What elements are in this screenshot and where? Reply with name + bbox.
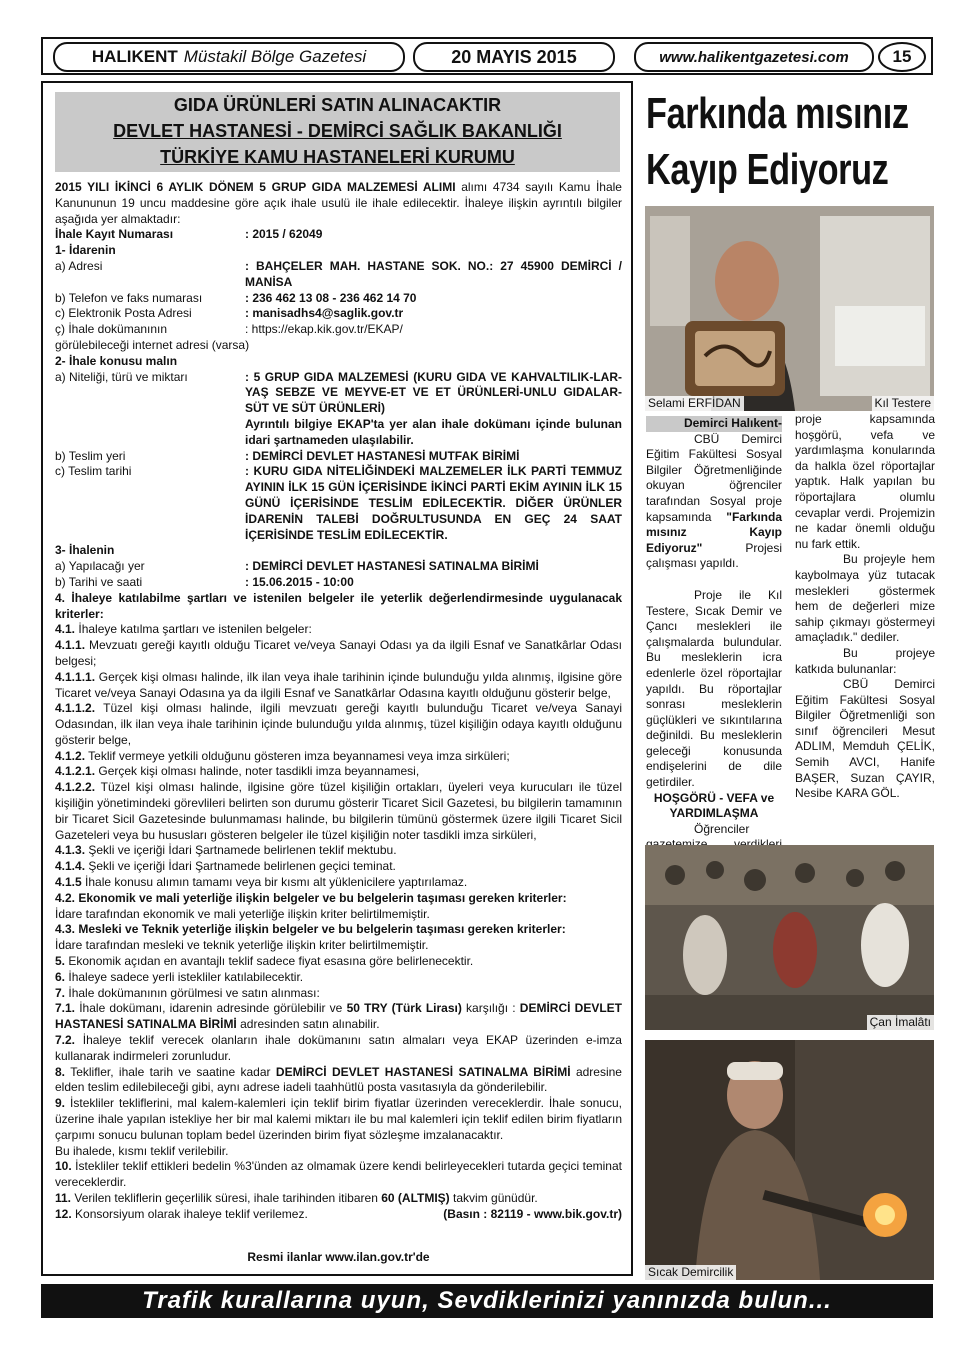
brand-subtitle: Müstakil Bölge Gazetesi (183, 47, 367, 66)
article-paragraph (646, 432, 782, 572)
row-value: : KURU GIDA NİTELİĞİNDEKİ MALZEMELER İLK PARTİ TEMMUZ AYININ İLK 15 GÜN İÇERİSİNDE İKİNCİ PARTİ EKİM AYININ İLK 15 GÜNÜ İÇERİSİNDE TESLİM EDİLECEKTİR. DİĞER ÜRÜNLER İDARENİN TALEBİ DOĞRULTUSUNDA EN GEÇ 24 SAAT İÇERİSİNDE TESLİM EDİLECEKTİR. (245, 464, 622, 542)
clause-number: 4.1. (55, 622, 76, 637)
row-key: İhale Kayıt Numarası (55, 227, 174, 242)
clause (55, 1065, 622, 1097)
clause-text: İstekliler tekliflerini, mal kalem-kalemleri için teklif birim fiyatlar üzerinden vereceklerdir. İhale sonucu, üzerine ihale yapılan istekliye her bir mal kalemi miktarı ile bu mal kalemleri için teklif edilen birim fiyatların çarpımı sonucu bulunan toplam bedel üzerinden birim fiyat sözleşme imzalanacaktır. (55, 1096, 622, 1142)
row-key: a) Yapılacağı yer (55, 559, 145, 574)
clause-text: adresine elden teslim edilebileceği gibi, aynı adrese iadeli taahhütlü posta vasıtasıyla da gönderilebilir. (55, 1064, 622, 1095)
clause-number: 7.2. (55, 1033, 76, 1048)
photo-craftsman-saw (645, 206, 934, 411)
row-value: : DEMİRCİ DEVLET HASTANESİ MUTFAK BİRİMİ (245, 448, 520, 463)
clause-number: 4.1.2. (55, 748, 86, 763)
clause (55, 1191, 622, 1207)
article-column-1 (646, 416, 782, 869)
clause-text: Bu ihalede, kısmı teklif verilebilir. (55, 1143, 229, 1158)
tender-time-row (55, 575, 622, 591)
clause-number: 4.1.1. (55, 638, 86, 653)
headline-line2: Kayıp Ediyoruz (646, 145, 889, 194)
clause-text: İhaleye teklif verecek olanların ihale dokümanını satın almaları veya EKAP üzerinden e-imza kullanarak indirmeleri zorunludur. (55, 1033, 622, 1063)
section-heading: 3- İhalenin (55, 543, 115, 558)
clause-number: 4.1.4. (55, 859, 86, 874)
section-heading: 1- İdarenin (55, 243, 116, 258)
photo-craftsman-saw-illustration (645, 206, 934, 411)
document-url-row (55, 322, 622, 338)
clause-text: İhale dokümanı, idarenin adresinde görülebilir ve (79, 1001, 343, 1016)
intro-text: alımı 4734 sayılı Kamu İhale Kanununun 19 uncu maddesine göre açık ihale usulü ile ihale edilecektir. İhaleye ilişkin ayrıntılı bilgiler aşağıda yer almaktadır: (55, 180, 622, 226)
goods-row (55, 370, 622, 417)
clause-number: 4.1.1.2. (55, 701, 96, 716)
validity-days: 60 (ALTMIŞ) (381, 1191, 450, 1205)
clause-text: İhale konusu alımın tamamı veya bir kısmı alt yüklenicilere yaptırılamaz. (85, 875, 468, 890)
photo-caption-craft: Kıl Testere (872, 396, 934, 411)
article-column-2 (795, 412, 935, 802)
clause (55, 843, 622, 859)
newspaper-name (53, 42, 405, 72)
photo-blacksmith (645, 1040, 934, 1280)
photo-caption-person: Selami ERFİDAN (645, 396, 744, 411)
email-row (55, 306, 622, 322)
clause-number: 8. (55, 1064, 66, 1079)
row-value: : 236 462 13 08 - 236 462 14 70 (245, 290, 417, 305)
clause-text: Ekonomik açıdan en avantajlı teklif sadece fiyat esasına göre belirlenecektir. (68, 954, 474, 969)
brand-name: HALIKENT (91, 47, 178, 66)
row-key: a) Adresi (55, 258, 103, 273)
clause-text: Şekli ve içeriği İdari Şartnamede belirlenen geçici teminat. (88, 859, 396, 874)
photo-bell-making-illustration (645, 845, 934, 1030)
paragraph-text: Projesi çalışması yapıldı. (646, 540, 782, 571)
headline-line1: Farkında mısınız (646, 89, 909, 138)
clause-number: 4.1.1.1. (55, 669, 96, 684)
clause (55, 1159, 622, 1191)
clause (55, 954, 622, 970)
tender-title-line1: GIDA ÜRÜNLERİ SATIN ALINACAKTIR (173, 95, 502, 115)
clause-text: takvim günüdür. (453, 1191, 538, 1205)
document-url-note: görülebileceği internet adresi (varsa) (55, 337, 250, 352)
clause (55, 970, 622, 986)
article-paragraph: Öğrenciler (694, 821, 750, 836)
article-subheading: HOŞGÖRÜ - VEFA ve YARDIMLAŞMA (653, 790, 775, 821)
article-paragraph: Bu projeye katkıda bulunanlar: (795, 645, 935, 676)
photo-caption-bell: Çan İmalâtı (867, 1015, 934, 1030)
delivery-date-row (55, 464, 622, 543)
page-number: 15 (878, 42, 926, 72)
article-paragraph: CBÜ Demirci Eğitim Fakültesi Sosyal Bilgiler Öğretmenliği son sınıf öğrencileri Mesut ADLIM, Memduh ÇELİK, Semih AVCI, Hanife BAŞER, Suzan ÇAYIR, Nesibe KARA GÖL. (795, 677, 935, 801)
clause-text: karşılığı : (466, 1001, 516, 1016)
clause-number: 4.1.3. (55, 843, 86, 858)
row-value: : BAHÇELER MAH. HASTANE SOK. NO.: 27 45900 DEMİRCİ / MANİSA (245, 258, 622, 289)
clause-text: Konsorsiyum olarak ihaleye teklif verilemez. (75, 1206, 308, 1221)
row-key: c) Elektronik Posta Adresi (55, 306, 192, 321)
clause-heading: 4.2. Ekonomik ve mali yeterliğe ilişkin belgeler ve bu belgelerin taşıması gereken kriterler: (55, 890, 567, 905)
tender-place-row (55, 559, 622, 575)
row-value[interactable]: : https://ekap.kik.gov.tr/EKAP/ (245, 322, 403, 337)
clause (55, 1096, 622, 1143)
clause-text: Teklifler, ihale tarih ve saatine kadar (70, 1064, 271, 1079)
clause-number: 6. (55, 969, 66, 984)
clause-text: Teklif vermeye yetkili olduğunu gösteren imza beyannamesi veya imza sirküleri; (88, 748, 510, 763)
clause-number: 4.1.2.2. (55, 780, 96, 795)
clause (55, 670, 622, 702)
clause (55, 622, 622, 638)
clause-text: adresinden satın alınabilir. (240, 1017, 380, 1032)
phone-row (55, 291, 622, 307)
clause (55, 764, 622, 780)
article-paragraph: Bu projeyle hem kaybolmaya yüz tutacak meslekleri göstermek hem de değerleri mize sahip çıkmayı göstermeyi amaçladık." dediler. (795, 552, 935, 645)
row-key: b) Telefon ve faks numarası (55, 290, 203, 305)
tender-notice-body (55, 180, 622, 1223)
clause-number: 11. (55, 1191, 72, 1205)
section-heading: 2- İhale konusu malın (55, 353, 178, 368)
photo-blacksmith-illustration (645, 1040, 934, 1280)
traffic-slogan-banner: Trafik kurallarına uyun, Sevdiklerinizi yanınızda bulun... (41, 1284, 933, 1318)
clause-text: Tüzel kişi olması halinde, ilgisine göre tüzel kişiliğin ortakları, üyeleri veya kurucuları ile tüzel kişiliğin yönetimindeki görevlileri belirten son durumu gösterir Ticaret Sicil Gazetesi, bu bilgilerin tamamının bir Ticaret Sicil Gazetesinde bulunmaması halinde, bu bilgilerin tümünü göstermek üzere ilgili Ticaret Sicil Gazeteleri veya bu hususları gösteren belgeler ile tüzel kişiliğin noter tasdikli imza sirküleri, (55, 780, 623, 842)
tender-title-line2: DEVLET HASTANESİ - DEMİRCİ SAĞLIK BAKANLIĞI (113, 121, 562, 141)
clause-text: İhaleye katılma şartları ve istenilen belgeler: (78, 622, 312, 637)
tender-title-line3: TÜRKİYE KAMU HASTANELERİ KURUMU (160, 147, 515, 167)
clause (55, 701, 622, 748)
clause-heading: 4.3. Mesleki ve Teknik yeterliğe ilişkin belgeler ve bu belgelerin taşıması gereken kriterler: (55, 922, 566, 937)
clause-text: Mevzuatı gereği kayıtlı olduğu Ticaret ve/veya Sanayi Odası ya da ilgili Esnaf ve Sanatkârlar Odası belgesi; (55, 638, 622, 668)
clause-text: Gerçek kişi olması halinde, ilk ilan veya ihale tarihinin içinde bulunduğu yılda alınmış, ilgisine göre Ticaret ve/veya Sanayi Odasına ya da ilgili Esnaf ve Sanatkârlar Odasına kayıtlı olduğunu gösterir belge, (55, 669, 622, 700)
clause-text: Gerçek kişi olması halinde, noter tasdikli imza beyannamesi, (98, 764, 420, 779)
address-row (55, 259, 622, 291)
last-clause-row (55, 1207, 622, 1223)
clause-text: İdare tarafından mesleki ve teknik yeterliğe ilişkin kriter belirtilmemiştir. (55, 938, 429, 953)
intro-bold: 2015 YILI İKİNCİ 6 AYLIK DÖNEM 5 GRUP GIDA MALZEMESİ ALIMI (55, 180, 456, 194)
row-value: : 2015 / 62049 (245, 227, 323, 242)
article-headline (646, 86, 909, 198)
clause-text: Şekli ve içeriği İdari Şartnamede belirlenen teklif mektubu. (88, 843, 397, 858)
document-price: 50 TRY (Türk Lirası) (346, 1001, 462, 1016)
row-key: ç) İhale dokümanının (55, 322, 168, 337)
website-url[interactable]: www.halikentgazetesi.com (634, 42, 874, 72)
clause-text: İdare tarafından ekonomik ve mali yeterliğe ilişkin kriter belirtilmemiştir. (55, 906, 430, 921)
clause-text: İstekliler teklif ettikleri bedelin %3'ünden az olmamak üzere kendi belirleyecekleri tutarda geçici teminat vereceklerdir. (55, 1159, 622, 1190)
clause (55, 986, 622, 1002)
paragraph-text: CBÜ Demirci Eğitim Fakültesi Sosyal Bilgiler Öğretmenliğinde okuyan öğrenciler tarafından Sosyal proje kapsamında (646, 431, 782, 524)
row-key: b) Tarihi ve saati (55, 574, 143, 589)
section-heading: 4. İhaleye katılabilme şartları ve istenilen belgeler ile yeterlik değerlendirmesinde uygulanacak kriterler: (55, 590, 622, 621)
clause (55, 859, 622, 875)
clause-number: 12. (55, 1206, 72, 1221)
issue-date: 20 MAYIS 2015 (413, 42, 615, 72)
row-key: a) Niteliği, türü ve miktarı (55, 369, 188, 384)
clause-text: İhale dokümanının görülmesi ve satın alınması: (68, 985, 320, 1000)
purchase-place: DEMİRCİ DEVLET HASTANESİ SATINALMA BİRİMİ (55, 1001, 622, 1032)
press-reference: (Basın : 82119 - www.bik.gov.tr) (443, 1206, 622, 1221)
clause (55, 638, 622, 670)
clause (55, 749, 622, 765)
row-value: : 15.06.2015 - 10:00 (245, 574, 354, 589)
delivery-place-row (55, 449, 622, 465)
goods-note: Ayrıntılı bilgiye EKAP'ta yer alan ihale dokümanı içinde bulunan idari şartnameden ulaşılabilir. (245, 416, 622, 447)
clause (55, 1001, 622, 1033)
row-value: : manisadhs4@saglik.gov.tr (245, 306, 404, 321)
photo-bell-making (645, 845, 934, 1030)
clause-number: 4.1.5 (55, 875, 82, 890)
row-value: : DEMİRCİ DEVLET HASTANESİ SATINALMA BİRİMİ (245, 559, 539, 574)
registration-row (55, 227, 622, 243)
clause-number: 7. (55, 985, 66, 1000)
clause-text: İhaleye sadece yerli istekliler katılabilecektir. (68, 969, 304, 984)
article-paragraph: Proje ile Kıl Testere, Sıcak Demir ve Çancı meslekleri ile çalışmalarda bulundular. Bu mesleklerin icra edenlerle özel röportajlar yapıldı. Bu röportajlar sonrası mesleklerin güçlükleri ve sıkıntılarına değinildi. Bu mesleklerin geleceği konusunda endişelerini de dile getirdiler. (646, 587, 782, 790)
tender-notice-title (55, 92, 620, 172)
project-name: "Farkında mısınız Kayıp Ediyoruz" (646, 509, 782, 555)
clause (55, 1033, 622, 1065)
submission-place: DEMİRCİ DEVLET HASTANESİ SATINALMA BİRİMİ (275, 1064, 571, 1079)
intro-paragraph (55, 180, 622, 227)
clause-number: 7.1. (55, 1001, 76, 1016)
row-value: : 5 GRUP GIDA MALZEMESİ (KURU GIDA VE KAHVALTILIK-LAR-YAŞ SEBZE VE MEYVE-ET VE ET ÜRÜNLERİ-UNLU GIDALAR-SÜT VE SÜT ÜRÜNLERİ) (245, 369, 622, 416)
clause-text: Tüzel kişi olması halinde, ilgili mevzuatı gereği kayıtlı bulunduğu Ticaret ve/veya Sanayi Odasından, ilk ilan veya ihale tarihinin içinde bulunduğu yılda alınmış, tüzel kişiliğin odaya kayıtlı olduğunu gösterir belge, (55, 701, 622, 747)
row-key: b) Teslim yeri (55, 448, 126, 463)
photo-caption-blacksmith: Sıcak Demircilik (645, 1265, 736, 1280)
article-paragraph: proje kapsamında hoşgörü, vefa ve yardımlaşma konularında da halkla özel röportajlar yaptık. Halk yapılan bu röportajlara olumlu cevaplar verdi. Projemizin ne kadar önemli olduğu nu fark ettik. (795, 412, 935, 551)
clause-text: Verilen tekliflerin geçerlilik süresi, ihale tarihinden itibaren (74, 1191, 378, 1205)
clause-number: 4.1.2.1. (55, 764, 96, 779)
clause (55, 1207, 308, 1223)
row-key: c) Teslim tarihi (55, 464, 132, 479)
clause-number: 10. (55, 1159, 72, 1174)
official-ads-footer: Resmi ilanlar www.ilan.gov.tr'de (247, 1250, 430, 1264)
article-byline: Demirci Halıkent- (646, 416, 782, 432)
clause (55, 875, 622, 891)
clause (55, 780, 622, 843)
clause-number: 9. (55, 1096, 66, 1111)
clause-number: 5. (55, 954, 66, 969)
